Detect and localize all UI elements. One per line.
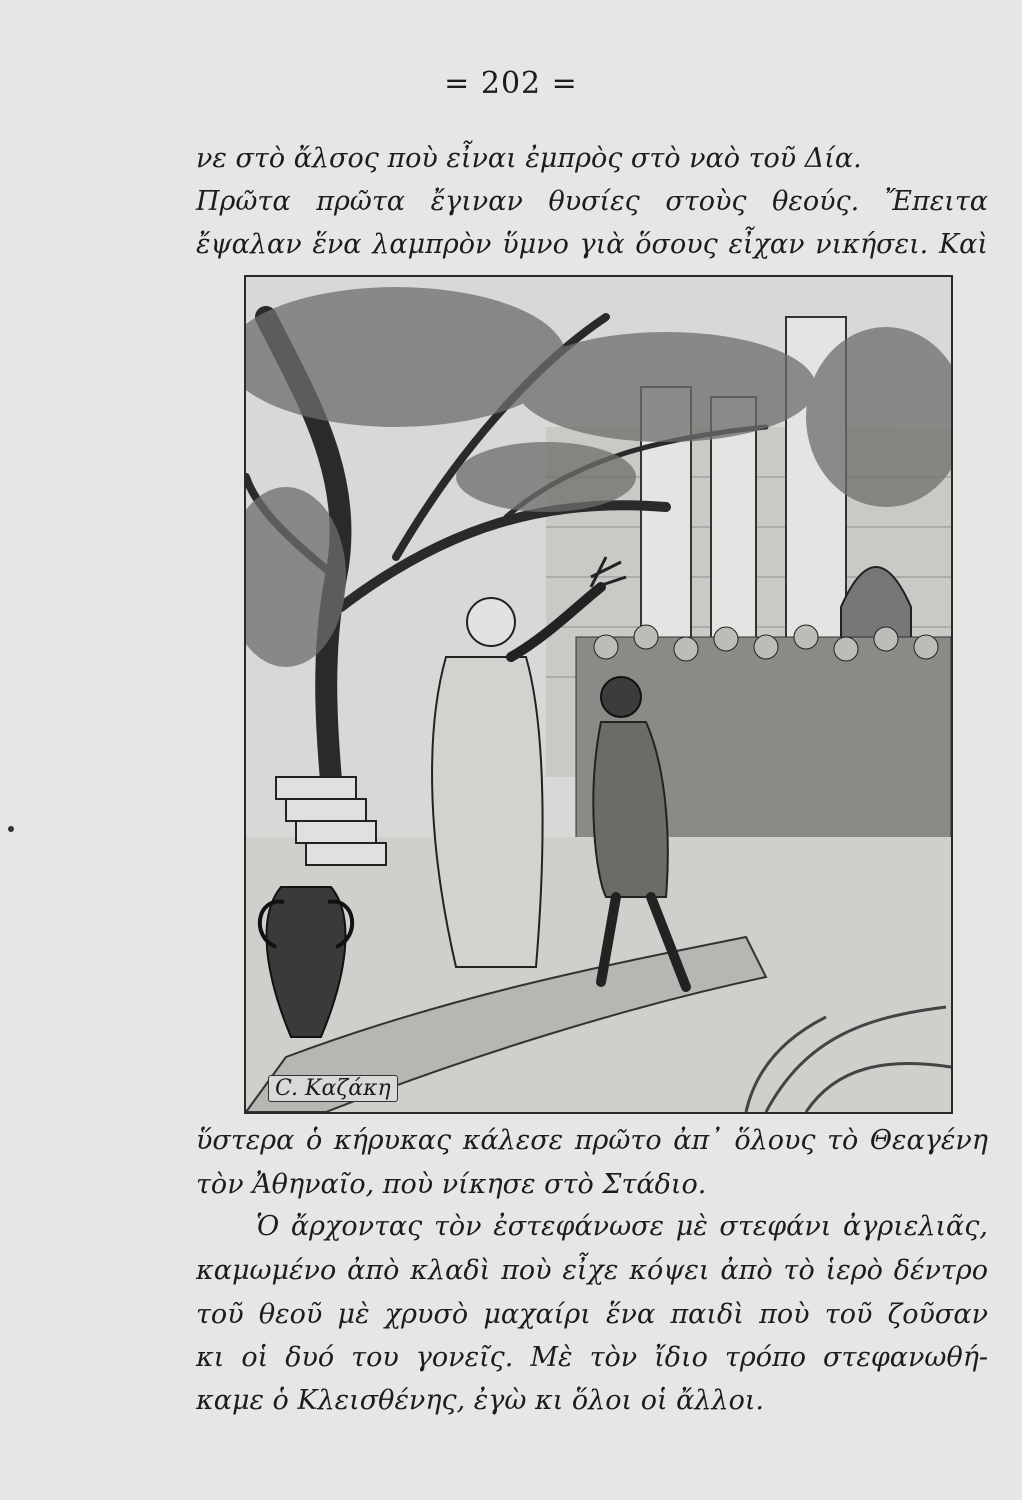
page-number-decoration-right: = [551,66,578,101]
text-line: νε στὸ ἄλσος ποὺ εἶναι ἐμπρὸς στὸ ναὸ τοῦ Δία. [196,143,862,174]
page-number [0,66,1022,101]
text-line: κι οἱ δυό του γονεῖς. Μὲ τὸν ἴδιο τρόπο στεφανωθή- [196,1342,988,1373]
text-line: ὕστερα ὁ κήρυκας κάλεσε πρῶτο ἀπ᾽ ὅλους τὸ Θεαγένη [196,1125,988,1156]
text-line: καμωμένο ἀπὸ κλαδὶ ποὺ εἶχε κόψει ἀπὸ τὸ ἱερὸ δέντρο [196,1255,988,1286]
engraving-scene [246,277,951,1112]
text-line: Πρῶτα πρῶτα ἔγιναν θυσίες στοὺς θεούς. Ἔπειτα [196,186,988,217]
stray-ink-mark [8,826,14,832]
text-line: τὸν Ἀθηναῖο, ποὺ νίκησε στὸ Στάδιο. [196,1169,707,1200]
illustration-signature: C. Καζάκη [268,1075,398,1102]
text-line: τοῦ θεοῦ μὲ χρυσὸ μαχαίρι ἕνα παιδὶ ποὺ τοῦ ζοῦσαν [196,1299,988,1330]
illustration [244,275,953,1114]
text-line: ἔψαλαν ἕνα λαμπρὸν ὕμνο γιὰ ὅσους εἶχαν νικήσει. Καὶ [196,229,988,260]
text-line: καμε ὁ Κλεισθένης, ἐγὼ κι ὅλοι οἱ ἄλλοι. [196,1385,765,1416]
page-number-decoration-left: = [444,66,471,101]
page-number-value: 202 [480,66,542,101]
text-line: Ὁ ἄρχοντας τὸν ἐστεφάνωσε μὲ στεφάνι ἀγριελιᾶς, [256,1211,988,1242]
